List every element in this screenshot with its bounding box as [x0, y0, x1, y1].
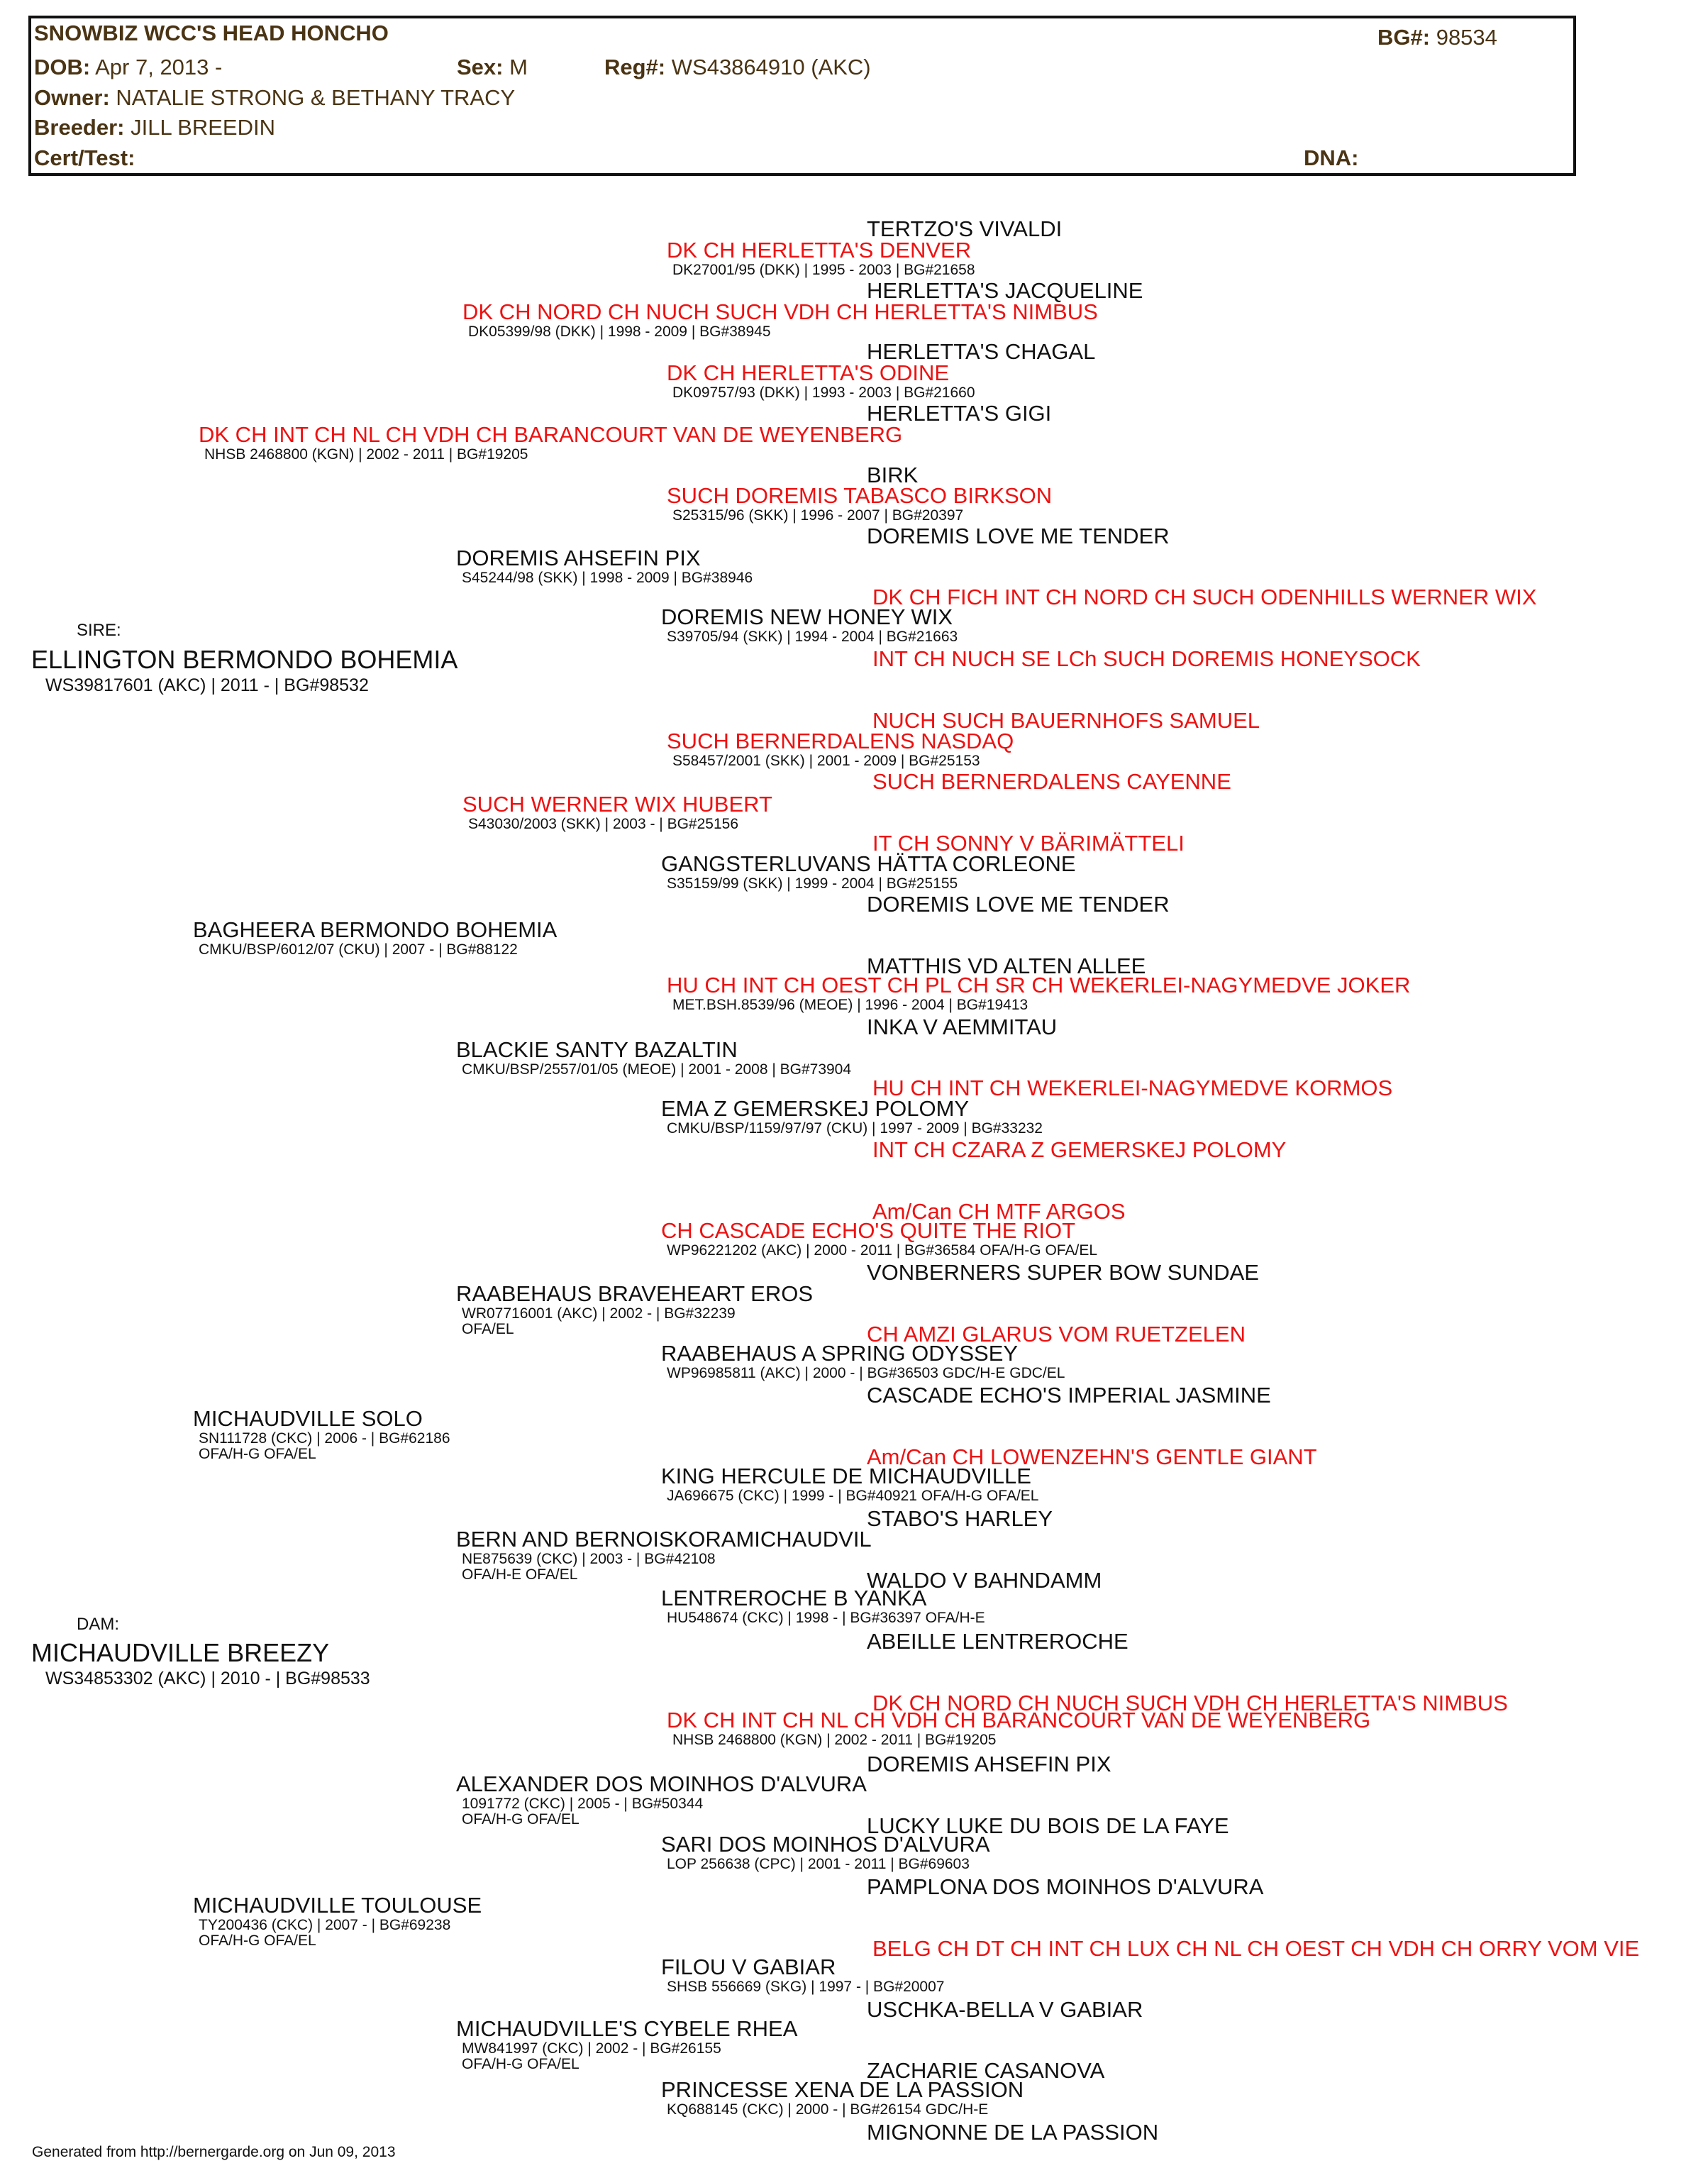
ancestor-name: BELG CH DT CH INT CH LUX CH NL CH OEST CH VDH CH ORRY VOM VIE [872, 1936, 1640, 1961]
ancestor-name: HERLETTA'S JACQUELINE [867, 278, 1143, 303]
ancestor-meta: SHSB 556669 (SKG) | 1997 - | BG#20007 [667, 1979, 945, 1995]
ancestor-name: BERN AND BERNOISKORAMICHAUDVIL [456, 1527, 872, 1552]
ancestor-name: DK CH INT CH NL CH VDH CH BARANCOURT VAN DE WEYENBERG [667, 1708, 1371, 1732]
cert-test: Cert/Test: [34, 145, 135, 170]
ancestor-meta: S25315/96 (SKK) | 1996 - 2007 | BG#20397 [672, 507, 964, 524]
sex: Sex: M [457, 55, 528, 79]
ancestor-name: DOREMIS AHSEFIN PIX [867, 1752, 1111, 1776]
ancestor-name: BLACKIE SANTY BAZALTIN [456, 1037, 738, 1062]
dog-title: SNOWBIZ WCC'S HEAD HONCHO [34, 21, 389, 45]
ancestor-meta: WR07716001 (AKC) | 2002 - | BG#32239 [462, 1305, 736, 1322]
ancestor-name: DK CH INT CH NL CH VDH CH BARANCOURT VAN DE WEYENBERG [199, 422, 903, 447]
ancestor-meta: DK05399/98 (DKK) | 1998 - 2009 | BG#38945 [468, 324, 771, 340]
ancestor-name: INKA V AEMMITAU [867, 1014, 1058, 1039]
ancestor-meta: WP96985811 (AKC) | 2000 - | BG#36503 GDC/H-E GDC/EL [667, 1365, 1065, 1381]
ancestor-name: MICHAUDVILLE'S CYBELE RHEA [456, 2016, 798, 2041]
ancestor-meta: S35159/99 (SKK) | 1999 - 2004 | BG#25155 [667, 875, 958, 892]
ancestor-meta: LOP 256638 (CPC) | 2001 - 2011 | BG#69603 [667, 1856, 970, 1872]
owner: Owner: NATALIE STRONG & BETHANY TRACY [34, 85, 516, 110]
ancestor-name: CASCADE ECHO'S IMPERIAL JASMINE [867, 1383, 1271, 1408]
ancestor-name: LENTREROCHE B YANKA [661, 1586, 927, 1610]
ancestor-name: INT CH NUCH SE LCh SUCH DOREMIS HONEYSOCK [872, 646, 1421, 671]
ancestor-name: TERTZO'S VIVALDI [867, 216, 1063, 241]
ancestor-meta: NE875639 (CKC) | 2003 - | BG#42108 [462, 1551, 716, 1567]
ancestor-name: MICHAUDVILLE SOLO [193, 1406, 423, 1431]
ancestor-name: USCHKA-BELLA V GABIAR [867, 1997, 1143, 2022]
ancestor-name: HERLETTA'S GIGI [867, 401, 1052, 426]
ancestor-meta: CMKU/BSP/6012/07 (CKU) | 2007 - | BG#88122 [199, 941, 518, 958]
footer: Generated from http://bernergarde.org on Jun 09, 2013 [32, 2144, 396, 2160]
ancestor-name: DOREMIS LOVE ME TENDER [867, 892, 1170, 917]
ancestor-meta: S58457/2001 (SKK) | 2001 - 2009 | BG#25153 [672, 753, 980, 769]
ancestor-name: SUCH BERNERDALENS NASDAQ [667, 729, 1014, 753]
ancestor-name: DK CH FICH INT CH NORD CH SUCH ODENHILLS WERNER WIX [872, 585, 1537, 609]
reg-number: Reg#: WS43864910 (AKC) [604, 55, 871, 79]
ancestor-name: MATTHIS VD ALTEN ALLEE [867, 953, 1146, 978]
ancestor-name: INT CH CZARA Z GEMERSKEJ POLOMY [872, 1137, 1287, 1162]
ancestor-name: NUCH SUCH BAUERNHOFS SAMUEL [872, 708, 1260, 733]
ancestor-meta: DK09757/93 (DKK) | 1993 - 2003 | BG#21660 [672, 385, 975, 401]
ancestor-meta: 1091772 (CKC) | 2005 - | BG#50344 [462, 1796, 704, 1812]
ancestor-name: DOREMIS AHSEFIN PIX [456, 546, 701, 570]
ancestor-meta: OFA/H-G OFA/EL [199, 1446, 316, 1462]
ancestor-name: HERLETTA'S CHAGAL [867, 339, 1096, 364]
ancestor-meta: WP96221202 (AKC) | 2000 - 2011 | BG#36584 OFA/H-G OFA/EL [667, 1242, 1098, 1259]
ancestor-name: DK CH HERLETTA'S DENVER [667, 238, 972, 262]
ancestor-name: ALEXANDER DOS MOINHOS D'ALVURA [456, 1771, 867, 1796]
ancestor-meta: OFA/H-G OFA/EL [462, 2056, 580, 2072]
dob: DOB: Apr 7, 2013 - [34, 55, 223, 79]
ancestor-name: SUCH DOREMIS TABASCO BIRKSON [667, 483, 1053, 508]
sire-name: ELLINGTON BERMONDO BOHEMIA [31, 645, 458, 674]
ancestor-meta: OFA/H-G OFA/EL [462, 1811, 580, 1828]
ancestor-name: GANGSTERLUVANS HÄTTA CORLEONE [661, 851, 1076, 876]
ancestor-name: LUCKY LUKE DU BOIS DE LA FAYE [867, 1813, 1229, 1838]
ancestor-name: BIRK [867, 463, 919, 487]
ancestor-name: DK CH NORD CH NUCH SUCH VDH CH HERLETTA'S NIMBUS [462, 299, 1098, 324]
ancestor-meta: NHSB 2468800 (KGN) | 2002 - 2011 | BG#19205 [204, 446, 528, 463]
ancestor-meta: CMKU/BSP/2557/01/05 (MEOE) | 2001 - 2008 | BG#73904 [462, 1061, 852, 1078]
ancestor-meta: S39705/94 (SKK) | 1994 - 2004 | BG#21663 [667, 629, 958, 645]
ancestor-name: PRINCESSE XENA DE LA PASSION [661, 2077, 1024, 2102]
dam-name: MICHAUDVILLE BREEZY [31, 1638, 330, 1667]
ancestor-name: Am/Can CH MTF ARGOS [872, 1199, 1126, 1224]
ancestor-name: HU CH INT CH OEST CH PL CH SR CH WEKERLEI-NAGYMEDVE JOKER [667, 973, 1411, 997]
ancestor-name: FILOU V GABIAR [661, 1954, 836, 1979]
sire-meta: WS39817601 (AKC) | 2011 - | BG#98532 [45, 675, 369, 695]
ancestor-name: ZACHARIE CASANOVA [867, 2058, 1105, 2083]
dam-meta: WS34853302 (AKC) | 2010 - | BG#98533 [45, 1669, 370, 1688]
ancestor-meta: DK27001/95 (DKK) | 1995 - 2003 | BG#21658 [672, 262, 975, 278]
ancestor-name: SUCH WERNER WIX HUBERT [462, 792, 772, 817]
ancestor-name: DK CH HERLETTA'S ODINE [667, 360, 950, 385]
ancestor-name: MICHAUDVILLE TOULOUSE [193, 1893, 482, 1918]
ancestor-name: WALDO V BAHNDAMM [867, 1568, 1102, 1593]
ancestor-meta: OFA/H-G OFA/EL [199, 1933, 316, 1949]
ancestor-name: CH AMZI GLARUS VOM RUETZELEN [867, 1322, 1246, 1347]
ancestor-meta: OFA/H-E OFA/EL [462, 1566, 578, 1583]
ancestor-meta: MW841997 (CKC) | 2002 - | BG#26155 [462, 2040, 721, 2057]
ancestor-name: BAGHEERA BERMONDO BOHEMIA [193, 917, 558, 942]
ancestor-name: PAMPLONA DOS MOINHOS D'ALVURA [867, 1874, 1264, 1899]
ancestor-meta: NHSB 2468800 (KGN) | 2002 - 2011 | BG#19205 [672, 1732, 997, 1748]
ancestor-name: MIGNONNE DE LA PASSION [867, 2120, 1159, 2145]
ancestor-meta: SN111728 (CKC) | 2006 - | BG#62186 [199, 1430, 450, 1447]
ancestor-name: RAABEHAUS A SPRING ODYSSEY [661, 1341, 1019, 1366]
ancestor-meta: S43030/2003 (SKK) | 2003 - | BG#25156 [468, 816, 739, 832]
ancestor-meta: OFA/EL [462, 1321, 514, 1337]
ancestor-name: HU CH INT CH WEKERLEI-NAGYMEDVE KORMOS [872, 1076, 1393, 1100]
bg-number: BG#: 98534 [1377, 25, 1497, 50]
ancestor-meta: TY200436 (CKC) | 2007 - | BG#69238 [199, 1917, 451, 1933]
ancestor-name: RAABEHAUS BRAVEHEART EROS [456, 1281, 814, 1306]
breeder: Breeder: JILL BREEDIN [34, 115, 275, 140]
ancestor-name: IT CH SONNY V BÄRIMÄTTELI [872, 831, 1185, 856]
ancestor-name: VONBERNERS SUPER BOW SUNDAE [867, 1260, 1259, 1285]
ancestor-name: SUCH BERNERDALENS CAYENNE [872, 769, 1231, 794]
ancestor-meta: CMKU/BSP/1159/97/97 (CKU) | 1997 - 2009 | BG#33232 [667, 1120, 1043, 1137]
ancestor-name: DOREMIS NEW HONEY WIX [661, 604, 953, 629]
dog-info-header [28, 16, 1576, 176]
ancestor-meta: HU548674 (CKC) | 1998 - | BG#36397 OFA/H-E [667, 1610, 985, 1626]
ancestor-name: Am/Can CH LOWENZEHN'S GENTLE GIANT [867, 1444, 1317, 1469]
ancestor-meta: MET.BSH.8539/96 (MEOE) | 1996 - 2004 | BG#19413 [672, 997, 1028, 1013]
ancestor-name: CH CASCADE ECHO'S QUITE THE RIOT [661, 1218, 1076, 1243]
dam-label: DAM: [77, 1615, 119, 1634]
ancestor-name: KING HERCULE DE MICHAUDVILLE [661, 1464, 1031, 1488]
ancestor-name: DOREMIS LOVE ME TENDER [867, 524, 1170, 548]
dna: DNA: [1304, 145, 1359, 170]
ancestor-meta: KQ688145 (CKC) | 2000 - | BG#26154 GDC/H-E [667, 2101, 989, 2118]
ancestor-meta: JA696675 (CKC) | 1999 - | BG#40921 OFA/H-G OFA/EL [667, 1488, 1039, 1504]
ancestor-name: EMA Z GEMERSKEJ POLOMY [661, 1096, 970, 1121]
ancestor-name: SARI DOS MOINHOS D'ALVURA [661, 1832, 990, 1857]
ancestor-name: STABO'S HARLEY [867, 1506, 1053, 1531]
ancestor-name: DK CH NORD CH NUCH SUCH VDH CH HERLETTA'S NIMBUS [872, 1691, 1508, 1715]
ancestor-meta: S45244/98 (SKK) | 1998 - 2009 | BG#38946 [462, 570, 753, 586]
ancestor-name: ABEILLE LENTREROCHE [867, 1629, 1128, 1654]
sire-label: SIRE: [77, 621, 121, 640]
